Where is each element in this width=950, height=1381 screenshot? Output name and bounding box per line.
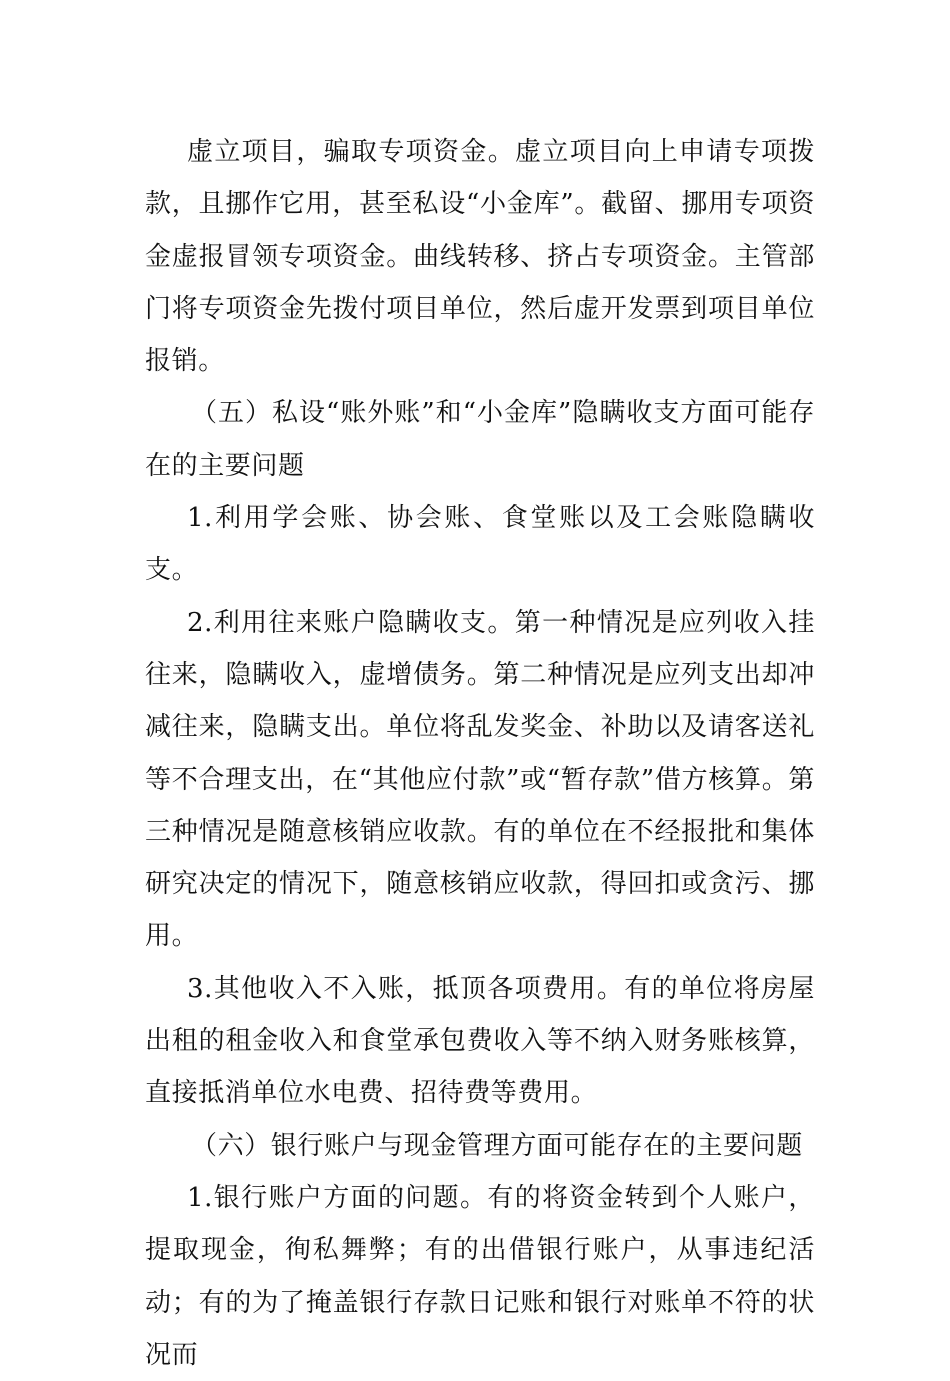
document-body xyxy=(145,126,815,1381)
paragraph-bank-accounts: 1.银行账户方面的问题。有的将资金转到个人账户，提取现金，徇私舞弊；有的出借银行账户，从事违纪活动；有的为了掩盖银行存款日记账和银行对账单不符的状况而 xyxy=(145,1182,815,1370)
paragraph-item-1: 1.利用学会账、协会账、食堂账以及工会账隐瞒收支。 xyxy=(145,503,815,586)
paragraph-item-3: 3.其他收入不入账，抵顶各项费用。有的单位将房屋出租的租金收入和食堂承包费收入等不纳入财务账核算，直接抵消单位水电费、招待费等费用。 xyxy=(145,973,815,1109)
section-heading-five: （五）私设“账外账”和“小金库”隐瞒收支方面可能存在的主要问题 xyxy=(145,398,815,481)
paragraph-item-2: 2.利用往来账户隐瞒收支。第一种情况是应列收入挂往来，隐瞒收入，虚增债务。第二种情况是应列支出却冲减往来，隐瞒支出。单位将乱发奖金、补助以及请客送礼等不合理支出，在“其他应付款”或“暂存款”借方核算。第三种情况是随意核销应收款。有的单位在不经报批和集体研究决定的情况下，随意核销应收款，得回扣或贪污、挪用。 xyxy=(145,607,815,952)
section-heading-six: （六）银行账户与现金管理方面可能存在的主要问题 xyxy=(191,1130,803,1161)
paragraph-special-funds: 虚立项目，骗取专项资金。虚立项目向上申请专项拨款，且挪作它用，甚至私设“小金库”。截留、挪用专项资金虚报冒领专项资金。曲线转移、挤占专项资金。主管部门将专项资金先拨付项目单位，然后虚开发票到项目单位报销。 xyxy=(145,137,815,377)
